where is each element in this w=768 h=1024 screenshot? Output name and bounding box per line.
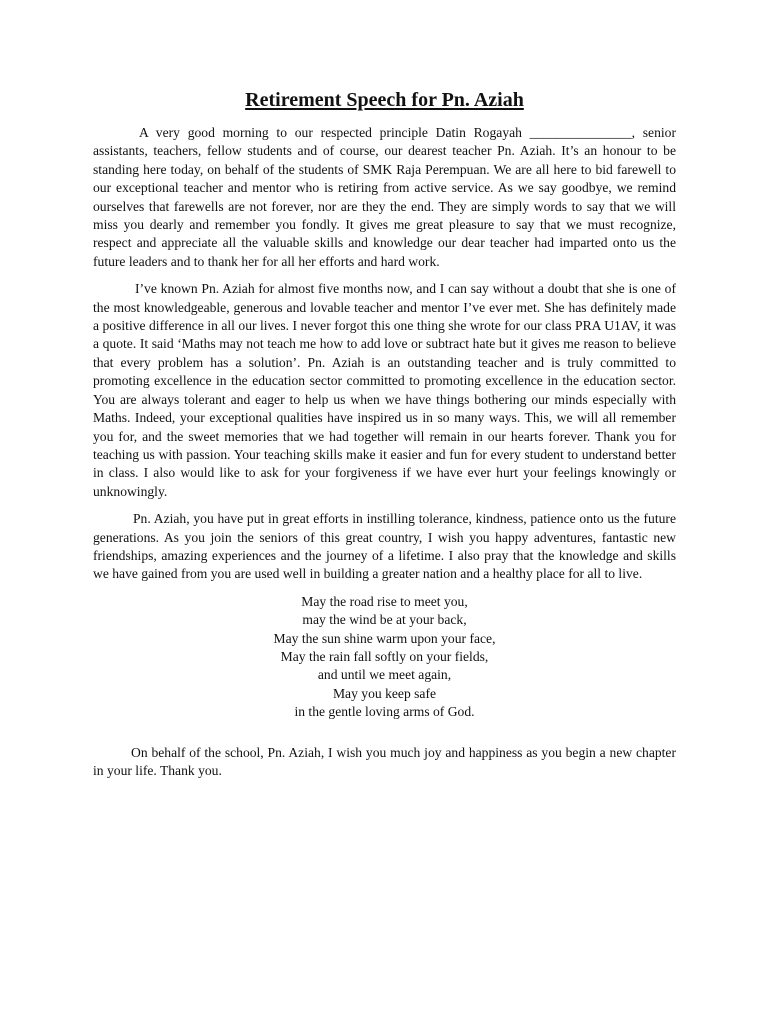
poem-line: may the wind be at your back, [302,612,467,628]
poem-line: and until we meet again, [317,667,452,683]
poem-line: May the road rise to meet you, [301,593,468,609]
poem-line: May the rain fall softly on your fields, [280,648,489,664]
paragraph-tribute: I’ve known Pn. Aziah for almost five months now, and I can say without a doubt that she is one of the most knowledgeable, generous and lovable teacher and mentor I’ve ever met. She has definitely made a positive difference in all our lives. I never forgot this one thing she wrote for our class PRA U1AV, it was a quote. It said ‘Maths may not teach me how to add love or subtract hate but it gives me reason to believe that every problem has a solution’. Pn. Aziah is an outstanding teacher and is truly committed to promoting excellence in the education sector committed to promoting excellence in the education sector. You are always tolerant and eager to help us when we have things bothering our minds especially with Maths. Indeed, your exceptional qualities have inspired us in so many ways. This, we will all remember you for, and the sweet memories that we had together will remain in our hearts forever. Thank you for teaching us with passion. Your teaching skills make it easier and fun for every student to understand better in class. I also would like to ask for your forgiveness if we have ever hurt your feelings knowingly or unknowingly. [93,281,676,499]
poem-line: May the sun shine warm upon your face, [273,630,496,646]
paragraph-wishes: Pn. Aziah, you have put in great efforts in instilling tolerance, kindness, patience onto us the future generations. As you join the seniors of this great country, I wish you happy adventures, fantastic new friendships, amazing experiences and the journey of a lifetime. I also pray that the knowledge and skills we have gained from you are used well in building a greater nation and a healthy place for all to live. [93,511,676,582]
poem-line: May you keep safe [332,685,437,701]
poem-line: in the gentle loving arms of God. [294,704,475,720]
blessing-poem [93,593,676,722]
paragraph-closing: On behalf of the school, Pn. Aziah, I wish you much joy and happiness as you begin a new chapter in your life. Thank you. [93,744,676,778]
document-title: Retirement Speech for Pn. Aziah [245,89,524,111]
document-page [93,88,676,780]
paragraph-greeting: A very good morning to our respected principle Datin Rogayah _______________, senior assistants, teachers, fellow students and of course, our dearest teacher Pn. Aziah. It’s an honour to be standing here today, on behalf of the students of SMK Raja Perempuan. We are all here to bid farewell to our exceptional teacher and mentor who is retiring from active service. As we say goodbye, we remind ourselves that farewells are not forever, nor are they the end. They are simply words to say that we will miss you dearly and remember you fondly. It gives me great pleasure to say that we must recognize, respect and appreciate all the valuable skills and knowledge our dear teacher had imparted onto us the future leaders and to thank her for all her efforts and hard work. [93,125,676,269]
